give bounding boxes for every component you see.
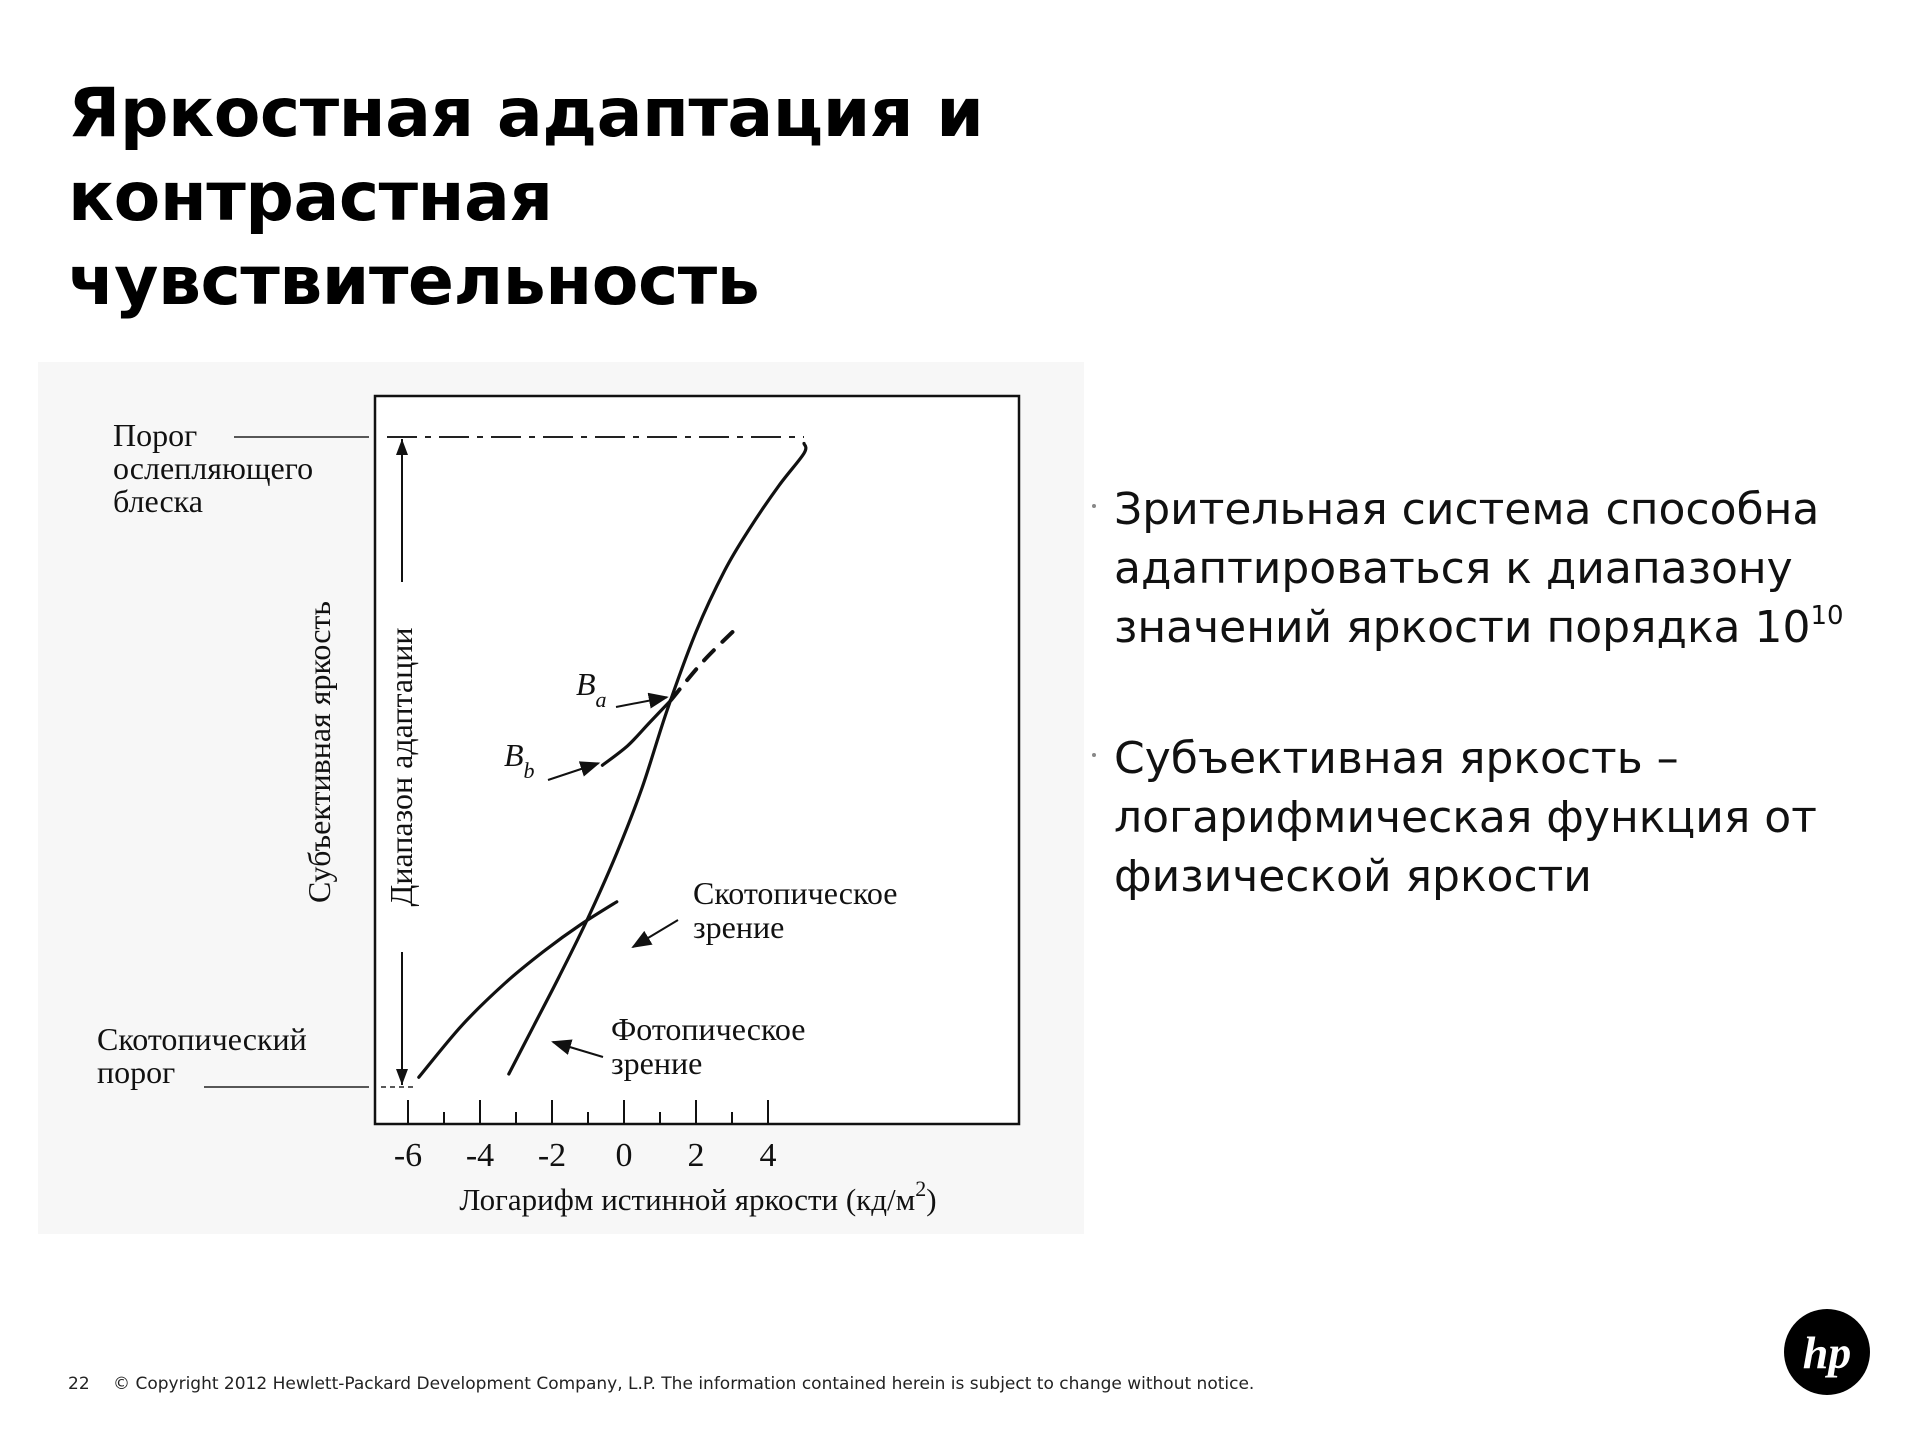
bb-subscript: b	[523, 758, 535, 783]
x-tick-label: -2	[537, 1137, 567, 1174]
ba-subscript: a	[595, 687, 607, 712]
adaptation-range-label: Диапазон адаптации	[383, 627, 419, 907]
scotopic-vision-label-line: зрение	[693, 909, 785, 945]
photopic-vision-label-line: зрение	[611, 1045, 703, 1081]
bullet-text: Субъективная яркость – логарифмическая функция от физической яркости	[1114, 733, 1817, 902]
x-tick-label: -6	[393, 1137, 423, 1174]
x-tick-label: -4	[465, 1137, 495, 1174]
adaptation-chart	[38, 362, 1084, 1234]
copyright-notice: © Copyright 2012 Hewlett-Packard Development Company, L.P. The information contained herein is subject to change without notice.	[113, 1374, 1255, 1394]
power-exponent: 10	[1810, 601, 1844, 631]
bullet-item-log-function	[1090, 729, 1890, 906]
x-axis-label: Логарифм истинной яркости $(кд/м^2)$	[459, 1176, 937, 1217]
page-number: 22	[68, 1374, 90, 1394]
scotopic-vision-label-line: Скотопическое	[693, 875, 898, 911]
x-tick-label: 4	[759, 1137, 777, 1174]
glare-threshold-label-line: блеска	[113, 483, 203, 519]
x-axis-label-close: )	[926, 1182, 937, 1217]
glare-threshold-label-line: ослепляющего	[113, 450, 314, 486]
figure-panel	[38, 362, 1084, 1234]
hp-logo-icon	[1783, 1308, 1871, 1396]
bullet-item-adaptation-range	[1090, 480, 1890, 657]
bullet-list	[1090, 480, 1890, 978]
slide-title	[68, 72, 1468, 324]
glare-threshold-label-line: Порог	[113, 417, 198, 453]
power-base: 10	[1754, 602, 1811, 653]
ba-label: $B_a$	[576, 666, 607, 712]
photopic-vision-label-line: Фотопическое	[611, 1011, 806, 1047]
title-line-1: Яркостная адаптация и контрастная	[68, 74, 984, 237]
x-tick-label: 0	[615, 1137, 633, 1174]
footer	[68, 1374, 1254, 1394]
bullet-dot-icon	[1092, 504, 1096, 508]
scotopic-threshold-label	[97, 1021, 307, 1090]
y-axis-label: Субъективная яркость	[301, 601, 337, 903]
x-axis-label-superscript: 2	[915, 1176, 927, 1201]
x-tick-label: 2	[687, 1137, 705, 1174]
glare-threshold-label	[113, 417, 313, 519]
title-line-2: чувствительность	[68, 242, 760, 321]
scotopic-threshold-label-line: Скотопический	[97, 1021, 307, 1057]
bullet-text: Зрительная система способна адаптироваться к диапазону значений яркости порядка	[1114, 484, 1820, 653]
hp-logo-text: hp	[1802, 1327, 1852, 1378]
bullet-dot-icon	[1092, 753, 1096, 757]
scotopic-threshold-label-line: порог	[97, 1054, 176, 1090]
bb-label: $B_b$	[504, 737, 535, 783]
